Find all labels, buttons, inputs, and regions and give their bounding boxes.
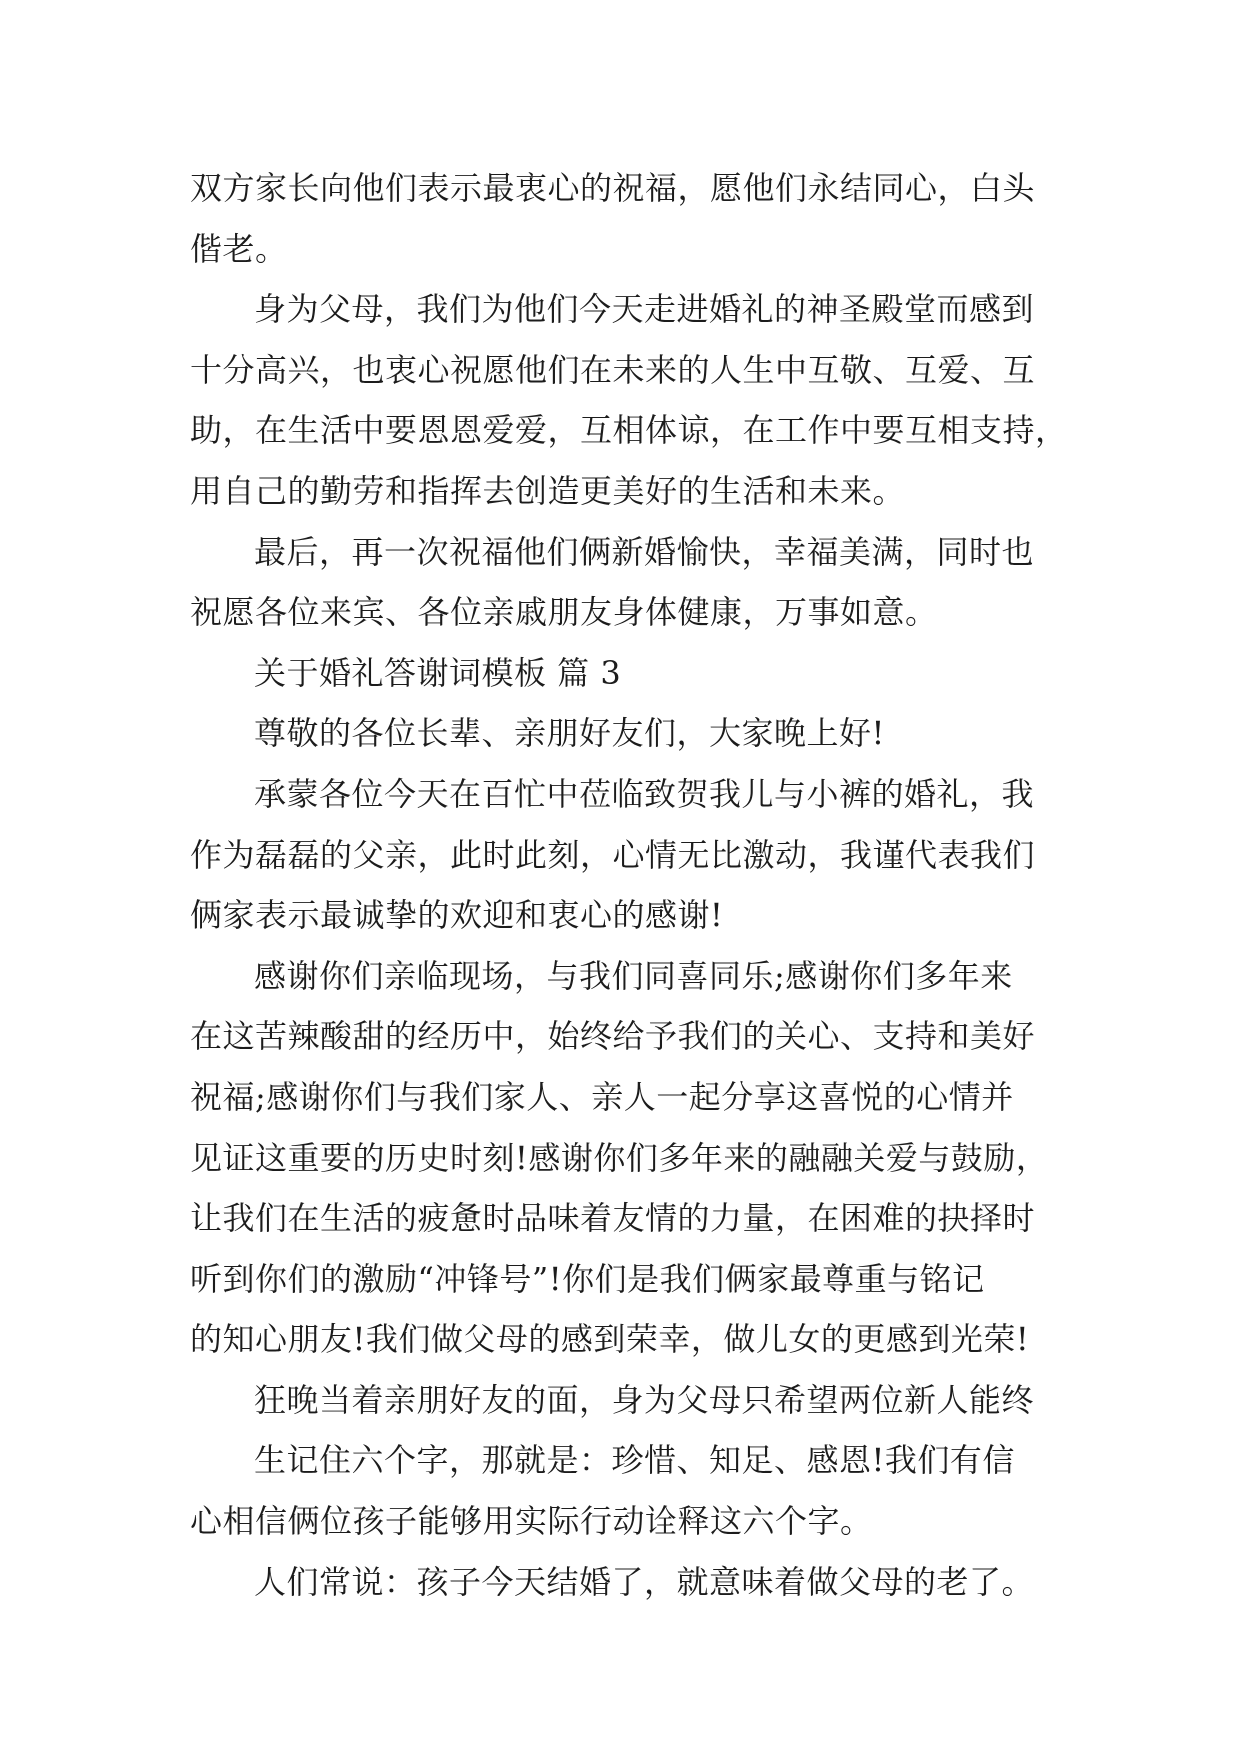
text-line: 见证这重要的历史时刻!感谢你们多年来的融融关爱与鼓励， [190,1138,1049,1177]
text-line: 祝福;感谢你们与我们家人、亲人一起分享这喜悦的心情并 [190,1077,1014,1116]
text-line: 承蒙各位今天在百忙中莅临致贺我儿与小裤的婚礼，我 [254,774,1035,813]
text-line: 祝愿各位来宾、各位亲戚朋友身体健康，万事如意。 [190,593,938,632]
text-line: 作为磊磊的父亲，此时此刻，心情无比激动，我谨代表我们 [190,835,1036,874]
text-line: 生记住六个字，那就是：珍惜、知足、感恩!我们有信 [254,1441,1015,1480]
text-line: 十分高兴，也衷心祝愿他们在未来的人生中互敬、互爱、互 [190,350,1036,389]
text-line: 尊敬的各位长辈、亲朋好友们，大家晚上好! [254,714,885,753]
section-heading: 关于婚礼答谢词模板 篇 3 [254,653,622,692]
text-line: 听到你们的激励“冲锋号”!你们是我们俩家最尊重与铭记 [190,1259,985,1298]
text-line: 感谢你们亲临现场，与我们同喜同乐;感谢你们多年来 [254,956,1013,995]
document-body [190,158,1070,1612]
text-line: 心相信俩位孩子能够用实际行动诠释这六个字。 [190,1502,873,1541]
text-line: 用自己的勤劳和指挥去创造更美好的生活和未来。 [190,471,906,510]
text-line: 俩家表示最诚挚的欢迎和衷心的感谢! [190,896,724,935]
text-line: 让我们在生活的疲惫时品味着友情的力量，在困难的抉择时 [190,1199,1036,1238]
text-line: 身为父母，我们为他们今天走进婚礼的神圣殿堂而感到 [254,290,1035,329]
text-line: 助，在生活中要恩恩爱爱，互相体谅，在工作中要互相支持， [190,411,1068,450]
text-line: 人们常说：孩子今天结婚了，就意味着做父母的老了。 [254,1562,1035,1601]
text-line: 的知心朋友!我们做父母的感到荣幸，做儿女的更感到光荣! [190,1320,1030,1359]
text-line: 偕老。 [190,229,288,268]
text-line: 狂晚当着亲朋好友的面，身为父母只希望两位新人能终 [254,1380,1035,1419]
text-line: 最后，再一次祝福他们俩新婚愉快，幸福美满，同时也 [254,532,1035,571]
text-line: 在这苦辣酸甜的经历中，始终给予我们的关心、支持和美好 [190,1017,1036,1056]
text-line: 双方家长向他们表示最衷心的祝福，愿他们永结同心，白头 [190,169,1036,207]
